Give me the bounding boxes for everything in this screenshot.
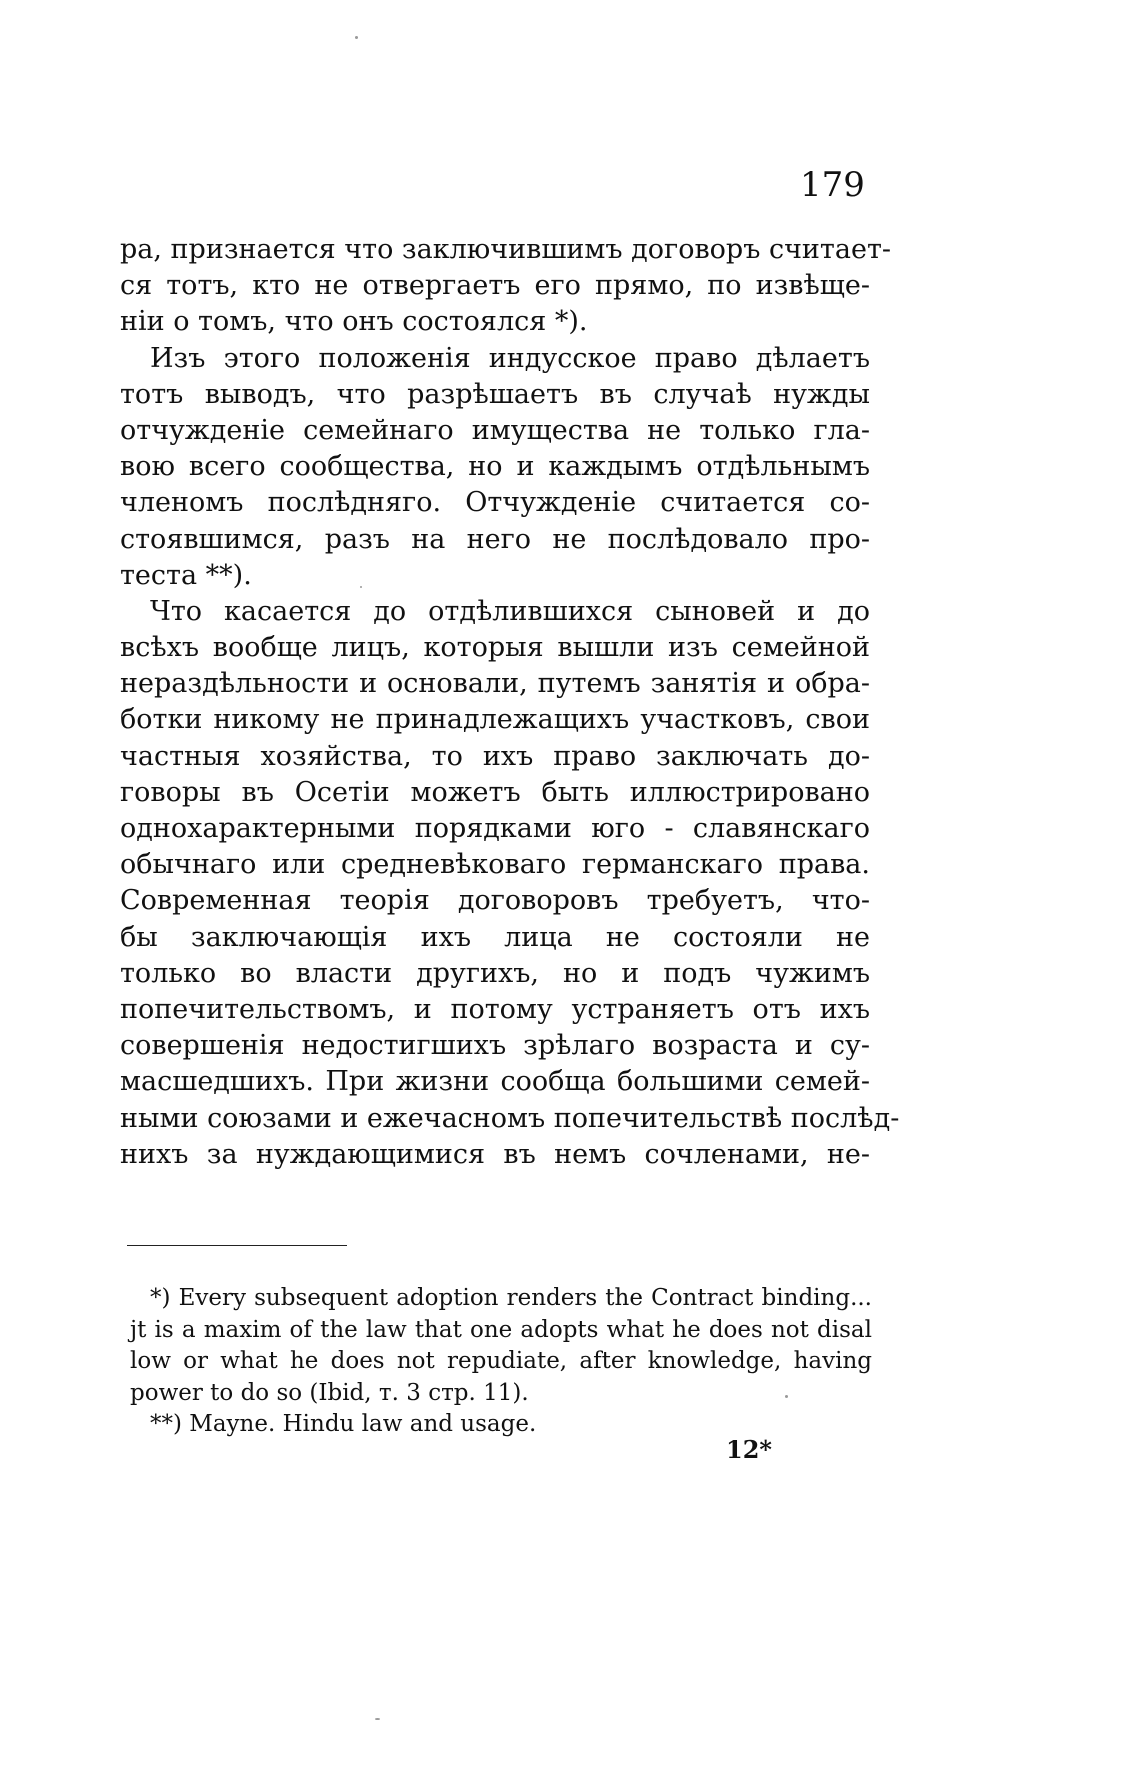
text-line: ся тотъ, кто не отвергаетъ его прямо, по извѣще- — [120, 270, 870, 302]
text-line: вою всего сообщества, но и каждымъ отдѣльнымъ — [120, 451, 870, 483]
text-line: частныя хозяйства, то ихъ право заключать до- — [120, 740, 870, 772]
text-line: ра, признается что заключившимъ договоръ считает- — [120, 234, 892, 265]
text-line: нiи о томъ, что онъ состоялся *). — [120, 306, 588, 338]
footnote-line: power to do so (Ibid, т. 3 стр. 11). — [130, 1379, 529, 1406]
footnotes — [130, 1283, 872, 1441]
main-text — [120, 232, 900, 1173]
text-line: теста **). — [120, 559, 252, 591]
text-line: говоры въ Осетiи можетъ быть иллюстрировано — [120, 776, 870, 808]
paper-speck — [360, 586, 362, 588]
footnote-rule — [127, 1245, 347, 1246]
text-line: Современная теорiя договоровъ требуетъ, что- — [120, 885, 870, 917]
footnote-line: *) Every subsequent adoption renders the Contract binding... — [150, 1285, 872, 1311]
text-line: стоявшимся, разъ на него не послѣдовало про- — [120, 523, 870, 555]
footnote-line: **) Mayne. Hindu law and usage. — [150, 1411, 537, 1437]
text-line: ными союзами и ежечасномъ попечительствѣ послѣд- — [120, 1102, 900, 1134]
text-line: ботки никому не принадлежащихъ участковъ, свои — [120, 704, 870, 736]
text-line: совершенiя недостигшихъ зрѣлаго возраста и су- — [120, 1030, 870, 1062]
text-line: отчужденiе семейнаго имущества не только гла- — [120, 414, 870, 446]
paper-speck — [785, 1395, 788, 1398]
footnote-line: low or what he does not repudiate, after knowledge, having — [130, 1348, 872, 1374]
paper-speck — [375, 1718, 380, 1720]
text-line: масшедшихъ. При жизни сообща большими семей- — [120, 1066, 870, 1098]
text-line: обычнаго или средневѣковаго германскаго права. — [120, 849, 870, 881]
text-line: всѣхъ вообще лицъ, которыя вышли изъ семейной — [120, 632, 870, 664]
text-line: бы заключающiя ихъ лица не состояли не — [120, 921, 870, 953]
text-line: членомъ послѣдняго. Отчужденiе считается со- — [120, 487, 870, 519]
text-line: только во власти другихъ, но и подъ чужимъ — [120, 957, 870, 989]
text-line: тотъ выводъ, что разрѣшаетъ въ случаѣ нужды — [120, 378, 870, 410]
text-line: попечительствомъ, и потому устраняетъ отъ ихъ — [120, 993, 870, 1025]
paper-speck — [355, 36, 358, 39]
footnote-line: jt is a maxim of the law that one adopts what he does not disal — [130, 1316, 872, 1343]
text-line: нераздѣльности и основали, путемъ занятiя и обра- — [120, 668, 870, 700]
page-number: 179 — [800, 165, 865, 205]
text-line: Изъ этого положенiя индусское право дѣлаетъ — [150, 342, 870, 374]
text-line: однохарактерными порядками юго - славянскаго — [120, 813, 870, 844]
text-line: нихъ за нуждающимися въ немъ сочленами, не- — [120, 1138, 870, 1170]
signature-mark: 12* — [726, 1435, 772, 1464]
text-line: Что касается до отдѣлившихся сыновей и до — [150, 595, 870, 627]
